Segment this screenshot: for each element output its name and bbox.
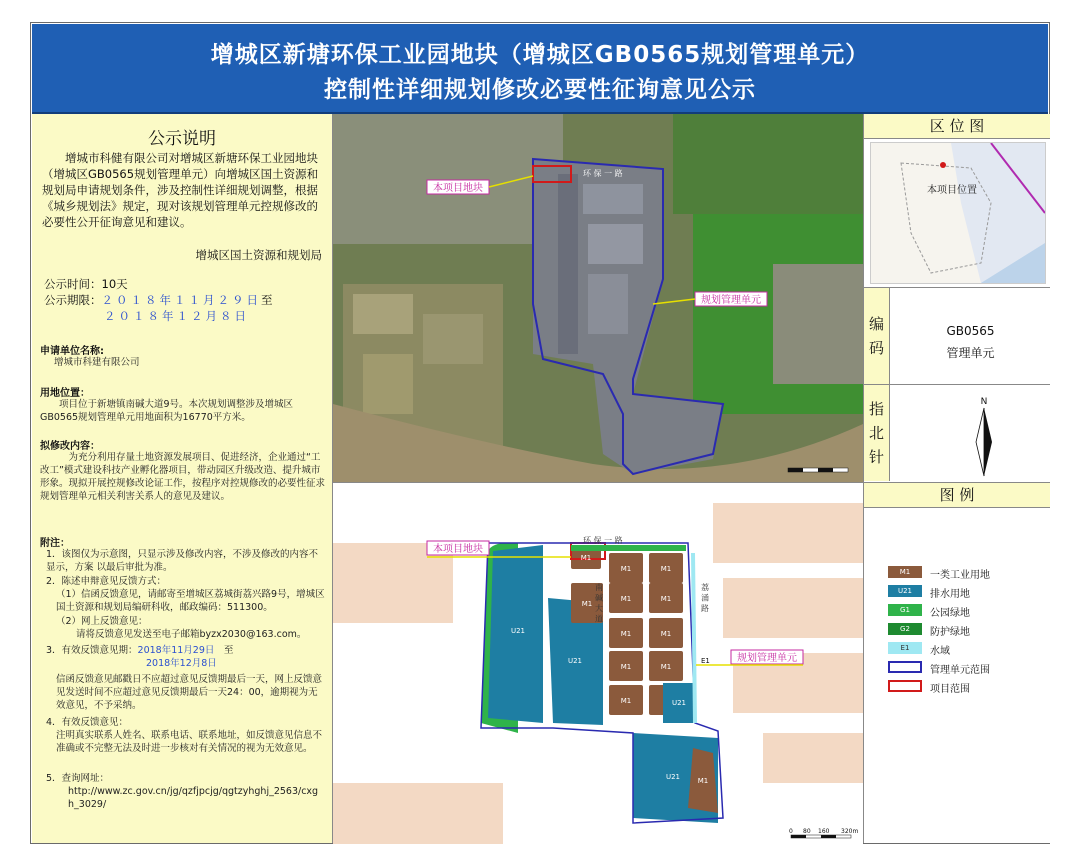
parcel-u21-c: U21 <box>671 699 687 707</box>
scale-80: 80 <box>803 828 811 835</box>
code-label: 编 码 <box>864 288 890 384</box>
note-5: 5．查询网址： <box>46 773 110 784</box>
legend-swatch-project <box>888 680 922 692</box>
legend-label-g2: 防护绿地 <box>930 627 970 638</box>
note-2a: （1）信函反馈意见，请邮寄至增城区荔城街荔兴路9号，增城区国土资源和规划局编研科收，邮政编码：511300。 <box>56 589 325 613</box>
north-arrow-icon <box>964 394 1004 478</box>
legend-label-g1: 公园绿地 <box>930 608 970 619</box>
proposal-value: 为充分利用存量土地资源发展项目、促进经济，企业通过“工改工”模式建设科技产业孵化器项目，带动园区升级改造、提升城市形象。现拟开展控规修改论证工作，按程序对控规修改的必要性征求规划管理单元相关利害关系人的意见及建议。 <box>40 452 326 502</box>
note-2: 2．陈述申辩意见反馈方式： <box>46 576 167 587</box>
header-banner <box>32 24 1048 114</box>
location-marker-label: 本项目位置 <box>927 185 977 196</box>
scale-320: 320m <box>841 828 859 835</box>
time-label: 公示时间： <box>44 277 102 291</box>
location-map-title: 区 位 图 <box>864 114 1050 139</box>
notice-time <box>44 276 128 292</box>
note-4-detail: 注明真实联系人姓名、联系电话、联系地址，如反馈意见信息不准确或不完整无法及时进一步核对有关情况的视为无效意见。 <box>56 730 323 754</box>
landuse-map-svg <box>333 483 863 844</box>
satellite-map[interactable] <box>333 114 863 482</box>
note-3 <box>46 644 332 657</box>
legend-label-u21: 排水用地 <box>930 589 970 600</box>
parcel-u21-b: U21 <box>567 657 583 665</box>
legend-swatch-g2: G2 <box>888 623 922 635</box>
note-3-detail: 信函反馈意见邮戳日不应超过意见反馈期最后一天，网上反馈意见发送时间不应超过意见反馈期最后一天24：00，逾期视为无效意见，不予采纳。 <box>56 674 323 711</box>
parcel-u21-d: U21 <box>665 773 681 781</box>
parcel-m1-k: M1 <box>620 697 632 705</box>
note-5-url[interactable]: http://www.zc.gov.cn/jg/qzfjpcjg/qgtzyhghj_2563/cxgh_3029/ <box>68 786 319 810</box>
note-2b-detail: 请将反馈意见发送至电子邮箱byzx2030@163.com。 <box>76 629 307 640</box>
landuse-project-label: 本项目地块 <box>433 544 483 555</box>
note-3-label: 3．有效反馈意见期： <box>46 645 138 656</box>
applicant-label: 申请单位名称: <box>40 346 104 357</box>
north-label: 指 北 针 <box>864 385 890 481</box>
notice-period <box>44 292 273 324</box>
parcel-m1-l: M1 <box>697 777 709 785</box>
landuse-map[interactable] <box>333 482 863 844</box>
legend-swatch-e1: E1 <box>888 642 922 654</box>
parcel-m1-i: M1 <box>620 663 632 671</box>
legend-label-e1: 水域 <box>930 646 950 657</box>
legend-label-project: 项目范围 <box>930 684 970 695</box>
notice-title: 公示说明 <box>148 129 216 149</box>
legend-swatch-m1: M1 <box>888 566 922 578</box>
parcel-m1-g: M1 <box>620 630 632 638</box>
applicant-value: 增城市科建有限公司 <box>54 357 140 368</box>
location-value: 项目位于新塘镇南碱大道9号。本次规划调整涉及增城区GB0565规划管理单元用地面积为16770平方米。 <box>40 399 294 423</box>
landuse-road-huanbao: 环 保 一 路 <box>583 536 623 545</box>
parcel-u21-a: U21 <box>510 627 526 635</box>
legend-label-mgmt: 管理单元范围 <box>930 665 990 676</box>
proposal-label: 拟修改内容： <box>40 441 100 452</box>
parcel-m1-a: M1 <box>580 554 592 562</box>
time-value: 10天 <box>101 277 128 291</box>
parcel-m1-f: M1 <box>660 595 672 603</box>
sat-mgmt-label: 规划管理单元 <box>701 295 761 306</box>
parcel-m1-b: M1 <box>620 565 632 573</box>
legend-title: 图 例 <box>864 482 1050 508</box>
notice-body: 增城市科健有限公司对增城区新塘环保工业园地块（增城区GB0565规划管理单元）向增城区国土资源和规划局申请规划条件，涉及控制性详细规划调整，根据《城乡规划法》规定，现对该规划管理单元控规修改的必要性公开征询意见和建议。 <box>42 151 319 229</box>
notice-signature: 增城区国土资源和规划局 <box>195 248 322 262</box>
title-line-1: 增城区新塘环保工业园地块（增城区GB0565规划管理单元） <box>210 42 870 68</box>
location-inset-svg <box>871 143 1045 283</box>
parcel-m1-e: M1 <box>620 595 632 603</box>
note-3-to: 至 <box>223 645 234 656</box>
code-value: GB0565 <box>946 324 995 338</box>
sat-road-label: 环 保 一 路 <box>583 169 623 178</box>
note-3-start: 2018年11月29日 <box>137 645 215 656</box>
location-inset-map[interactable] <box>870 142 1046 284</box>
parcel-m1-d: M1 <box>581 600 593 608</box>
note-4: 4．有效反馈意见： <box>46 717 129 728</box>
note-1: 1．该图仅为示意图，只显示涉及修改内容，不涉及修改的内容不显示，方案 以最后审批为准。 <box>46 549 319 573</box>
landuse-mgmt-label: 规划管理单元 <box>737 653 797 664</box>
period-label: 公示期限： <box>44 293 102 307</box>
legend-label-m1: 一类工业用地 <box>930 570 990 581</box>
info-sidebar <box>863 114 1050 843</box>
period-to: 至 <box>261 293 273 307</box>
notice-panel <box>32 114 333 843</box>
period-start: ２０１８年１１月２９日 <box>101 293 261 307</box>
parcel-m1-c: M1 <box>660 565 672 573</box>
legend-swatch-u21: U21 <box>888 585 922 597</box>
location-label: 用地位置： <box>40 388 90 399</box>
legend-swatch-mgmt <box>888 661 922 673</box>
scale-0: 0 <box>789 828 793 835</box>
parcel-m1-j: M1 <box>660 663 672 671</box>
title-line-2: 控制性详细规划修改必要性征询意见公示 <box>324 77 756 103</box>
scale-160: 160 <box>818 828 830 835</box>
note-3-end: 2018年12月8日 <box>146 658 217 669</box>
parcel-e1-label: E1 <box>701 657 710 665</box>
note-2b: （2）网上反馈意见： <box>56 616 148 627</box>
landuse-road-zhongtang: 荔 涌 路 <box>700 583 710 613</box>
code-unit: 管理单元 <box>946 346 995 360</box>
sat-project-label: 本项目地块 <box>433 183 483 194</box>
parcel-m1-h: M1 <box>660 630 672 638</box>
notes-label: 附注： <box>40 538 70 549</box>
landuse-road-nanjian: 南 碱 大 道 <box>594 583 604 623</box>
satellite-map-svg <box>333 114 863 482</box>
north-n-letter: N <box>980 397 988 407</box>
period-end: ２０１８年１２月８日 <box>104 309 249 323</box>
poster-frame <box>30 22 1050 844</box>
legend-swatch-g1: G1 <box>888 604 922 616</box>
